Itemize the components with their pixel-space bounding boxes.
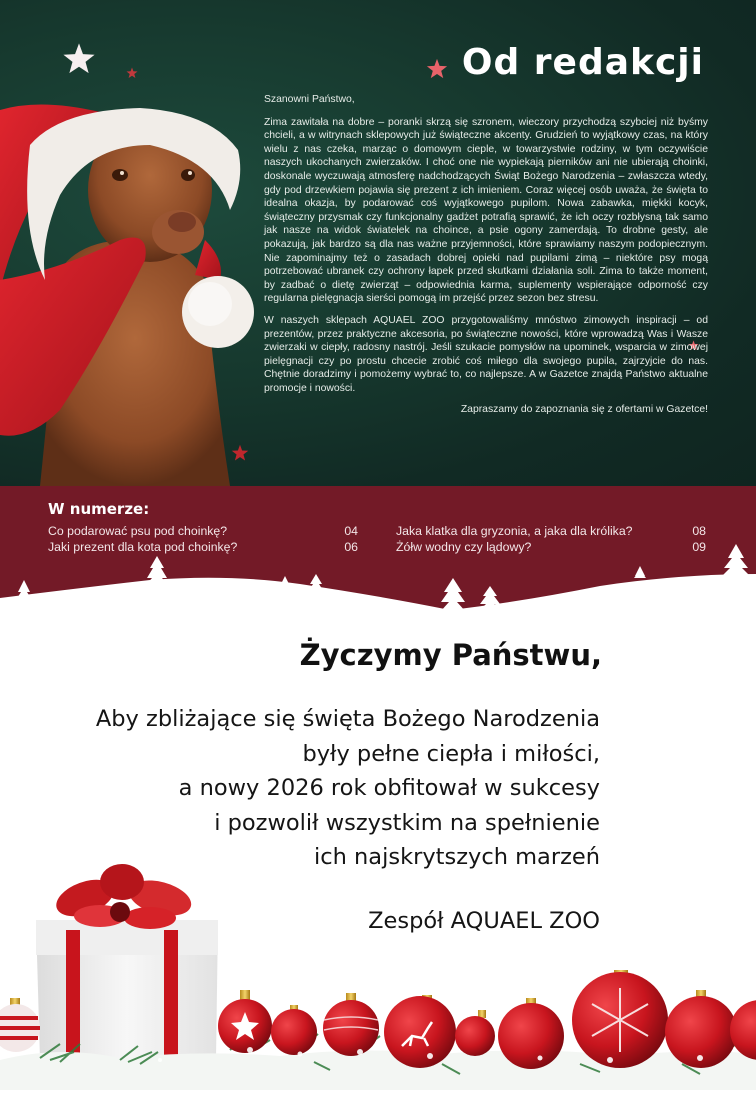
bauble-small-2-icon: [455, 1010, 495, 1056]
greetings-line: ich najskrytszych marzeń: [314, 844, 600, 870]
page-title: Od redakcji: [461, 42, 704, 83]
pink-star-icon: [426, 58, 448, 80]
toc-item-title: Żółw wodny czy lądowy?: [396, 539, 532, 554]
toc-item-title: Jaki prezent dla kota pod choinkę?: [48, 539, 238, 554]
toc-item[interactable]: [396, 524, 706, 540]
letter-greeting: Szanowni Państwo,: [264, 94, 355, 105]
greetings-title: Życzymy Państwu,: [299, 638, 602, 672]
greetings-line: i pozwolił wszystkim na spełnienie: [214, 809, 600, 836]
greetings-body: [96, 702, 600, 875]
toc-item-page: 06: [344, 539, 358, 554]
toc-heading: W numerze:: [48, 500, 150, 518]
bauble-medium-icon: [498, 998, 564, 1069]
toc-item-page: 08: [692, 524, 706, 538]
bauble-striped-red-icon: [323, 993, 379, 1056]
letter-closing: Zapraszamy do zapoznania się z ofertami w Gazetce!: [460, 404, 708, 416]
greetings-line: Aby zbliżające się święta Bożego Narodzenia: [95, 706, 600, 732]
toc-item-page: 09: [692, 539, 706, 554]
letter-paragraph: W naszych sklepach AQUAEL ZOO przygotowaliśmy mnóstwo zimowych inspiracji – od prezentów, przez praktyczne akcesoria, po świąteczne nowości, które wprowadzą Was i Wasze zwierzaki w ciepły, radosny nastrój. Jeśli szukacie pomysłów na upominek, wsparcia w zimowej pielęgnacji czy po prostu chcecie zrobić coś miłego dla swojego pupila, zajrzyjcie do nas. Chętnie doradzimy i pomożemy wybrać to, co najlepsze. A w Gazetce znajdą Państwo aktualne promocje i nowości.: [264, 314, 708, 394]
white-star-icon: [62, 42, 96, 76]
greetings-line: a nowy 2026 rok obfitował w sukcesy: [178, 775, 600, 801]
bauble-snowflake-icon: [572, 970, 668, 1068]
letter-paragraph: Zima zawitała na dobre – poranki skrzą się szronem, wieczory przychodzą szybciej niż byśmy chcieli, a w witrynach sklepowych już świąteczne akcenty. Grudzień to wyjątkowy czas, na który wielu z nas czeka, marząc o domowym cieple, w towarzystwie rodziny, w tym oczywiście naszych ukochanych zwierzaków. I choć one nie wypiekają pierników ani nie ubierają choinki, doskonale wyczuwają atmosferę nadchodzących Świąt Bożego Narodzenia – zwłaszcza wtedy, gdy pod drzewkiem pojawia się prezent z ich imieniem. Coraz więcej osób uważa, że święta to idealna okazja, by podarować coś wyjątkowego pupilom. Nowa zabawka, miękki kocyk, świąteczny przysmak czy funkcjonalny gadżet potrafią sprawić, że ich oczy rozbłysną tak samo jak nasze na widok światełek na choince, a psie ogony zamerdają. To drobne gesty, ale pokazują, jak bardzo są dla nas ważne przyjemności, które sprawiamy naszym podopiecznym. Nie zapominajmy też o zasadach dobrej opieki nad pupilami zimą – niektóre psy mogą potrzebować ubranek czy ochrony łapek przed skutkami działania soli. Zima to także moment, by zadbać o dietę zwierząt – odpowiednia karma, suplementy wspierające odporność czy regularna pielęgnacja sierści pomogą im przejść przez sezon bez stresu.: [264, 116, 708, 305]
snowy-hills-with-trees: [0, 540, 756, 620]
toc-item-title: Jaka klatka dla gryzonia, a jaka dla królika?: [396, 524, 633, 538]
toc-item-title: Co podarować psu pod choinkę?: [48, 524, 228, 538]
small-red-star-icon: [126, 67, 138, 79]
bauble-star-icon: [218, 990, 272, 1053]
greetings-signature: Zespół AQUAEL ZOO: [368, 908, 600, 934]
toc-item[interactable]: [48, 524, 358, 540]
greetings-line: były pełne ciepła i miłości,: [302, 740, 600, 767]
editorial-section: [0, 0, 756, 486]
bauble-reindeer-icon: [384, 995, 456, 1068]
striped-bauble-icon: [0, 998, 40, 1052]
christmas-decorations: [0, 860, 756, 1114]
dog-in-santa-hat-image: [0, 90, 260, 486]
bauble-small-icon: [271, 1005, 317, 1055]
toc-item-page: 04: [344, 524, 358, 538]
editorial-letter: [264, 93, 708, 425]
gift-box-icon: [36, 864, 218, 1060]
bauble-edge-icon: [730, 1000, 756, 1060]
